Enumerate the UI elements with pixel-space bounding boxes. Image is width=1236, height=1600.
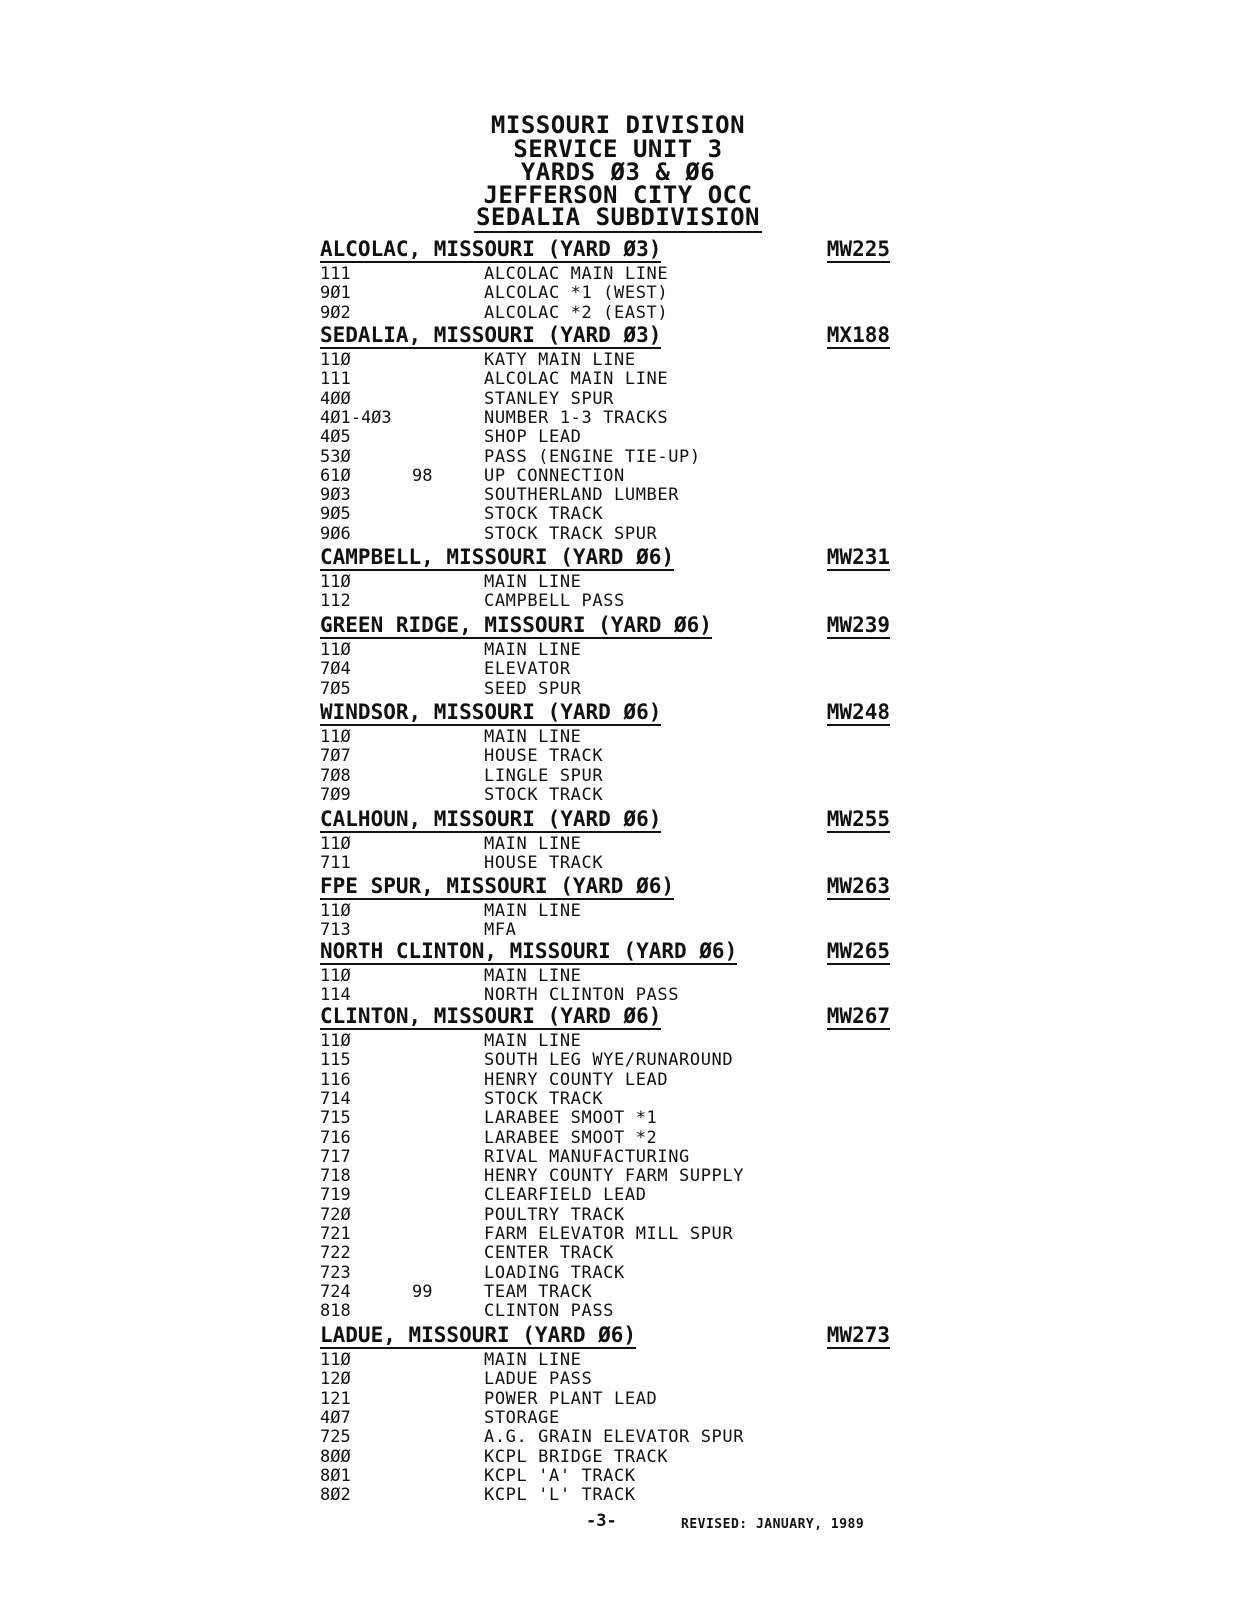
section-header	[320, 546, 890, 570]
track-row	[320, 467, 920, 486]
section-header	[320, 808, 890, 832]
track-number: 716	[320, 1128, 351, 1148]
track-number: 7Ø9	[320, 785, 351, 805]
track-reference: 99	[412, 1282, 433, 1302]
track-number: 114	[320, 985, 351, 1005]
track-description: MAIN LINE	[484, 834, 582, 854]
track-row	[320, 1090, 920, 1109]
track-row	[320, 1051, 920, 1070]
track-description: KATY MAIN LINE	[484, 350, 636, 370]
track-row	[320, 728, 920, 747]
section-header	[320, 875, 890, 899]
track-description: SHOP LEAD	[484, 427, 582, 447]
section-code: MW273	[826, 1323, 890, 1347]
revision-date: REVISED: JANUARY, 1989	[681, 1517, 865, 1532]
track-description: FARM ELEVATOR MILL SPUR	[484, 1224, 734, 1244]
track-number: 11Ø	[320, 901, 351, 921]
section-title: NORTH CLINTON, MISSOURI (YARD Ø6)	[320, 939, 738, 963]
track-number: 725	[320, 1427, 351, 1447]
track-row	[320, 573, 920, 592]
track-description: NUMBER 1-3 TRACKS	[484, 408, 669, 428]
track-number: 4Ø7	[320, 1408, 351, 1428]
track-number: 7Ø8	[320, 766, 351, 786]
track-row	[320, 1264, 920, 1283]
track-number: 724	[320, 1282, 351, 1302]
track-number: 11Ø	[320, 727, 351, 747]
section-header	[320, 324, 890, 348]
header-occ: JEFFERSON CITY OCC	[483, 181, 753, 209]
track-description: ALCOLAC MAIN LINE	[484, 369, 669, 389]
section-title: CAMPBELL, MISSOURI (YARD Ø6)	[320, 545, 675, 569]
track-row	[320, 1370, 920, 1389]
track-description: MAIN LINE	[484, 966, 582, 986]
header-service-unit: SERVICE UNIT 3	[513, 135, 723, 163]
track-description: LARABEE SMOOT *2	[484, 1128, 658, 1148]
track-row	[320, 1448, 920, 1467]
track-row	[320, 786, 920, 805]
track-number: 8ØØ	[320, 1447, 351, 1467]
track-row	[320, 835, 920, 854]
track-description: ALCOLAC *1 (WEST)	[484, 283, 669, 303]
track-row	[320, 304, 920, 323]
track-row	[320, 1283, 920, 1302]
header-yards: YARDS Ø3 & Ø6	[520, 158, 716, 186]
track-row	[320, 767, 920, 786]
track-number: 112	[320, 591, 351, 611]
section-header	[320, 614, 890, 638]
track-number: 9Ø1	[320, 283, 351, 303]
header-subdivision	[0, 205, 1236, 229]
track-description: MAIN LINE	[484, 572, 582, 592]
track-description: LADUE PASS	[484, 1369, 593, 1389]
track-description: STORAGE	[484, 1408, 560, 1428]
track-row	[320, 505, 920, 524]
track-description: MAIN LINE	[484, 901, 582, 921]
track-description: CLEARFIELD LEAD	[484, 1185, 647, 1205]
track-number: 11Ø	[320, 350, 351, 370]
track-number: 111	[320, 264, 351, 284]
track-description: A.G. GRAIN ELEVATOR SPUR	[484, 1427, 745, 1447]
section-code: MW265	[826, 939, 890, 963]
section-header	[320, 940, 890, 964]
header-division: MISSOURI DIVISION	[490, 111, 746, 139]
track-row	[320, 660, 920, 679]
section-title: SEDALIA, MISSOURI (YARD Ø3)	[320, 323, 662, 347]
track-number: 121	[320, 1389, 351, 1409]
track-description: CENTER TRACK	[484, 1243, 615, 1263]
section-header	[320, 238, 890, 262]
track-number: 4Ø5	[320, 427, 351, 447]
section-header	[320, 1324, 890, 1348]
track-number: 11Ø	[320, 640, 351, 660]
track-row	[320, 1109, 920, 1128]
track-number: 115	[320, 1050, 351, 1070]
track-description: LARABEE SMOOT *1	[484, 1108, 658, 1128]
section-header	[320, 701, 890, 725]
track-row	[320, 921, 920, 940]
section-header	[320, 1005, 890, 1029]
track-row	[320, 592, 920, 611]
track-description: KCPL BRIDGE TRACK	[484, 1447, 669, 1467]
track-description: HOUSE TRACK	[484, 853, 604, 873]
header-subdivision-text: SEDALIA SUBDIVISION	[475, 203, 761, 231]
track-row	[320, 351, 920, 370]
track-number: 11Ø	[320, 966, 351, 986]
track-description: ALCOLAC *2 (EAST)	[484, 303, 669, 323]
track-number: 9Ø2	[320, 303, 351, 323]
track-number: 7Ø7	[320, 746, 351, 766]
track-number: 714	[320, 1089, 351, 1109]
track-row	[320, 409, 920, 428]
track-row	[320, 680, 920, 699]
track-number: 8Ø1	[320, 1466, 351, 1486]
track-row	[320, 1467, 920, 1486]
track-description: NORTH CLINTON PASS	[484, 985, 680, 1005]
track-number: 715	[320, 1108, 351, 1128]
track-description: STOCK TRACK SPUR	[484, 524, 658, 544]
track-number: 7Ø4	[320, 659, 351, 679]
track-number: 72Ø	[320, 1205, 351, 1225]
track-description: STOCK TRACK	[484, 504, 604, 524]
track-row	[320, 1225, 920, 1244]
track-row	[320, 1244, 920, 1263]
track-description: MAIN LINE	[484, 1031, 582, 1051]
track-number: 722	[320, 1243, 351, 1263]
track-number: 723	[320, 1263, 351, 1283]
section-code: MW255	[826, 807, 890, 831]
track-description: MAIN LINE	[484, 1350, 582, 1370]
track-row	[320, 1351, 920, 1370]
track-description: MAIN LINE	[484, 640, 582, 660]
track-row	[320, 1129, 920, 1148]
track-description: PASS (ENGINE TIE-UP)	[484, 447, 701, 467]
track-number: 4ØØ	[320, 389, 351, 409]
track-number: 61Ø	[320, 466, 351, 486]
track-description: SOUTHERLAND LUMBER	[484, 485, 680, 505]
track-row	[320, 854, 920, 873]
track-row	[320, 747, 920, 766]
track-row	[320, 390, 920, 409]
section-title: FPE SPUR, MISSOURI (YARD Ø6)	[320, 874, 675, 898]
track-number: 116	[320, 1070, 351, 1090]
track-row	[320, 428, 920, 447]
track-description: ELEVATOR	[484, 659, 571, 679]
track-number: 11Ø	[320, 572, 351, 592]
track-number: 11Ø	[320, 1031, 351, 1051]
section-title: GREEN RIDGE, MISSOURI (YARD Ø6)	[320, 613, 712, 637]
track-number: 717	[320, 1147, 351, 1167]
track-description: POWER PLANT LEAD	[484, 1389, 658, 1409]
track-description: MAIN LINE	[484, 727, 582, 747]
section-title: WINDSOR, MISSOURI (YARD Ø6)	[320, 700, 662, 724]
track-description: SOUTH LEG WYE/RUNAROUND	[484, 1050, 734, 1070]
track-description: KCPL 'A' TRACK	[484, 1466, 636, 1486]
track-row	[320, 284, 920, 303]
track-description: STOCK TRACK	[484, 1089, 604, 1109]
track-row	[320, 641, 920, 660]
track-number: 4Ø1-4Ø3	[320, 408, 392, 428]
section-title: CLINTON, MISSOURI (YARD Ø6)	[320, 1004, 662, 1028]
track-number: 111	[320, 369, 351, 389]
track-reference: 98	[412, 466, 433, 486]
track-description: LINGLE SPUR	[484, 766, 604, 786]
track-description: HENRY COUNTY FARM SUPPLY	[484, 1166, 745, 1186]
section-title: CALHOUN, MISSOURI (YARD Ø6)	[320, 807, 662, 831]
section-code: MW248	[826, 700, 890, 724]
track-row	[320, 1186, 920, 1205]
track-row	[320, 370, 920, 389]
track-description: POULTRY TRACK	[484, 1205, 625, 1225]
track-number: 9Ø5	[320, 504, 351, 524]
track-description: CAMPBELL PASS	[484, 591, 625, 611]
section-title: ALCOLAC, MISSOURI (YARD Ø3)	[320, 237, 662, 261]
section-code: MW263	[826, 874, 890, 898]
track-description: KCPL 'L' TRACK	[484, 1485, 636, 1505]
track-description: TEAM TRACK	[484, 1282, 593, 1302]
track-description: ALCOLAC MAIN LINE	[484, 264, 669, 284]
section-code: MW225	[826, 237, 890, 261]
track-number: 8Ø2	[320, 1485, 351, 1505]
track-number: 11Ø	[320, 1350, 351, 1370]
track-description: RIVAL MANUFACTURING	[484, 1147, 690, 1167]
track-description: STANLEY SPUR	[484, 389, 615, 409]
track-row	[320, 967, 920, 986]
section-code: MW267	[826, 1004, 890, 1028]
page-number: -3-	[586, 1511, 617, 1531]
track-row	[320, 1390, 920, 1409]
track-description: HENRY COUNTY LEAD	[484, 1070, 669, 1090]
track-number: 718	[320, 1166, 351, 1186]
track-row	[320, 1148, 920, 1167]
section-code: MW231	[826, 545, 890, 569]
track-description: SEED SPUR	[484, 679, 582, 699]
track-number: 719	[320, 1185, 351, 1205]
track-row	[320, 1206, 920, 1225]
track-row	[320, 902, 920, 921]
track-row	[320, 986, 920, 1005]
track-number: 9Ø3	[320, 485, 351, 505]
track-number: 9Ø6	[320, 524, 351, 544]
track-number: 721	[320, 1224, 351, 1244]
track-row	[320, 265, 920, 284]
track-description: HOUSE TRACK	[484, 746, 604, 766]
track-row	[320, 1486, 920, 1505]
track-description: STOCK TRACK	[484, 785, 604, 805]
track-description: UP CONNECTION	[484, 466, 625, 486]
track-row	[320, 1071, 920, 1090]
section-code: MW239	[826, 613, 890, 637]
track-row	[320, 1302, 920, 1321]
track-row	[320, 486, 920, 505]
track-row	[320, 1032, 920, 1051]
track-number: 11Ø	[320, 834, 351, 854]
track-number: 7Ø5	[320, 679, 351, 699]
section-code: MX188	[826, 323, 890, 347]
track-row	[320, 448, 920, 467]
track-row	[320, 1167, 920, 1186]
track-number: 711	[320, 853, 351, 873]
track-row	[320, 1409, 920, 1428]
track-description: MFA	[484, 920, 517, 940]
section-title: LADUE, MISSOURI (YARD Ø6)	[320, 1323, 637, 1347]
track-number: 818	[320, 1301, 351, 1321]
track-number: 713	[320, 920, 351, 940]
track-number: 12Ø	[320, 1369, 351, 1389]
track-number: 53Ø	[320, 447, 351, 467]
track-description: LOADING TRACK	[484, 1263, 625, 1283]
track-description: CLINTON PASS	[484, 1301, 615, 1321]
track-row	[320, 525, 920, 544]
track-row	[320, 1428, 920, 1447]
